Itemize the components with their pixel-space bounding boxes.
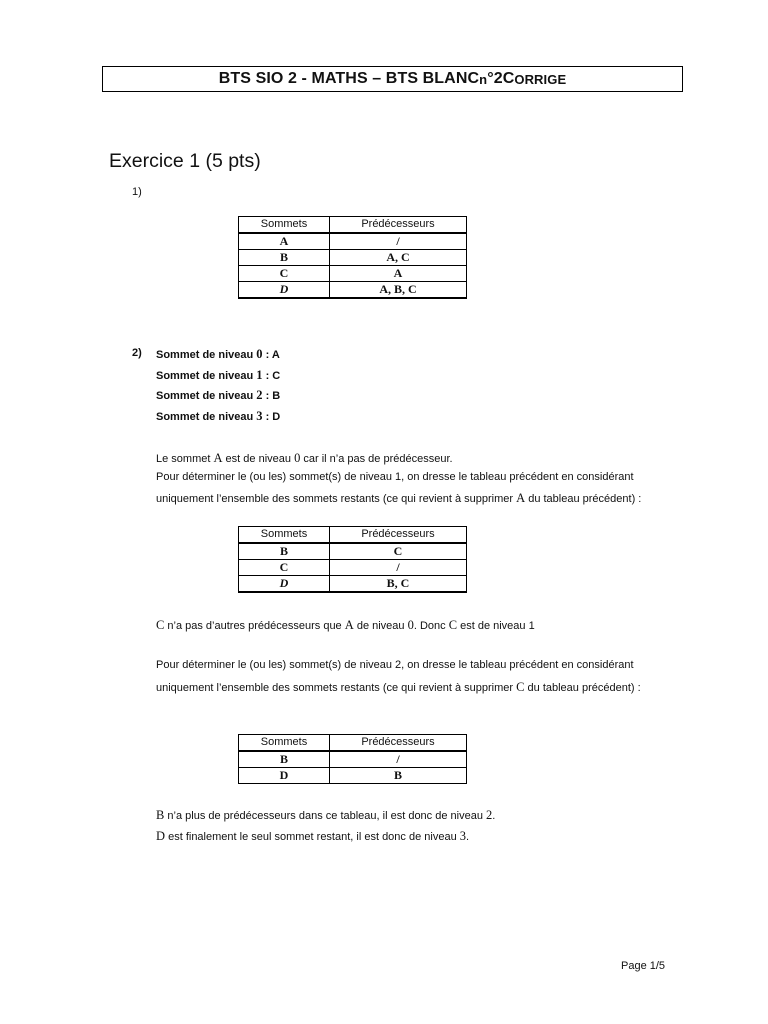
col-header-sommets: Sommets [239,527,330,544]
title-main: BTS SIO 2 - MATHS – BTS BLANC [218,70,480,87]
level-line-3 [156,409,280,424]
vertex-ref: C [516,680,525,694]
paragraph-level-3 [156,829,469,844]
text: car il n’a pas de prédécesseur. [300,453,453,465]
table-row [239,250,467,266]
level-line-2 [156,388,280,403]
table-row [239,560,467,576]
level-ref: 0 [294,451,301,465]
vertex-ref: A [213,451,223,465]
page-title [102,66,683,92]
text: du tableau précédent) : [524,682,641,694]
text: est de niveau 1 [457,620,535,632]
table-cell: A, C [330,250,467,266]
vertex-ref: A [344,618,354,632]
text: n’a plus de prédécesseurs dans ce tableau, il est donc de niveau [164,810,486,822]
paragraph-intro-2-cont [156,680,641,695]
title-c: C [502,70,515,87]
question-1-label: 1) [132,186,142,198]
table-row [239,768,467,784]
table-cell: C [239,266,330,282]
table-cell: D [239,576,330,593]
table-cell: / [330,233,467,250]
table-cell: D [239,282,330,299]
level-ref: 2 [486,808,493,822]
col-header-sommets: Sommets [239,735,330,752]
vertex-ref: A [516,491,526,505]
level-vertex: : A [262,349,280,361]
table-cell: C [239,560,330,576]
table-row [239,282,467,299]
title-rest: ORRIGE [514,71,567,87]
table-row [239,576,467,593]
table-cell: B [239,250,330,266]
paragraph-intro-1: Pour déterminer le (ou les) sommet(s) de niveau 1, on dresse le tableau précédent en considérant [156,471,634,483]
level-number: 3 [256,409,263,423]
level-line-0 [156,347,280,362]
col-header-predecesseurs: Prédécesseurs [330,735,467,752]
col-header-predecesseurs: Prédécesseurs [330,527,467,544]
text: du tableau précédent) : [525,493,642,505]
vertex-ref: C [156,618,165,632]
text: de niveau [353,620,408,632]
table-row [239,266,467,282]
title-number: °2 [487,70,503,87]
text: . [466,831,470,843]
col-header-predecesseurs: Prédécesseurs [330,217,467,234]
predecessors-table-1 [238,216,467,299]
level-number: 2 [256,388,263,402]
table-row [239,233,467,250]
paragraph-intro-2: Pour déterminer le (ou les) sommet(s) de niveau 2, on dresse le tableau précédent en considérant [156,659,634,671]
predecessors-table-2 [238,526,467,593]
title-n: n [479,71,488,87]
table-cell: B [239,543,330,560]
page-number: Page 1/5 [621,960,666,972]
text: uniquement l’ensemble des sommets restants (ce qui revient à supprimer [156,682,517,694]
table-cell: / [330,751,467,768]
level-vertex: : C [262,370,281,382]
text: . Donc [413,620,449,632]
col-header-sommets: Sommets [239,217,330,234]
table-cell: C [330,543,467,560]
vertex-ref: D [156,829,166,843]
paragraph-level-0 [156,451,453,466]
table-cell: / [330,560,467,576]
paragraph-level-1 [156,618,535,633]
table-cell: B [239,751,330,768]
question-2-label: 2) [132,347,142,359]
table-cell: A [239,233,330,250]
table-cell: D [239,768,330,784]
level-text: Sommet de niveau [156,411,257,423]
table-cell: B [330,768,467,784]
level-number: 0 [256,347,263,361]
table-row [239,751,467,768]
level-vertex: : D [262,411,281,423]
text: est de niveau [222,453,295,465]
level-line-1 [156,368,280,383]
level-text: Sommet de niveau [156,370,257,382]
vertex-ref: C [448,618,458,632]
text: uniquement l’ensemble des sommets restants (ce qui revient à supprimer [156,493,517,505]
paragraph-level-2 [156,808,495,823]
level-ref: 3 [459,829,466,843]
table-cell: A, B, C [330,282,467,299]
exercise-title: Exercice 1 (5 pts) [109,150,261,172]
text: est finalement le seul sommet restant, il est donc de niveau [165,831,460,843]
level-number: 1 [256,368,263,382]
level-text: Sommet de niveau [156,390,257,402]
table-cell: A [330,266,467,282]
level-vertex: : B [262,390,281,402]
text: Le sommet [156,453,214,465]
level-ref: 0 [407,618,414,632]
vertex-ref: B [156,808,165,822]
table-header-row [239,527,467,544]
table-cell: B, C [330,576,467,593]
paragraph-intro-1-cont [156,491,641,506]
text: n’a pas d’autres prédécesseurs que [164,620,345,632]
level-text: Sommet de niveau [156,349,257,361]
text: . [492,810,496,822]
table-header-row [239,735,467,752]
table-header-row [239,217,467,234]
predecessors-table-3 [238,734,467,784]
table-row [239,543,467,560]
